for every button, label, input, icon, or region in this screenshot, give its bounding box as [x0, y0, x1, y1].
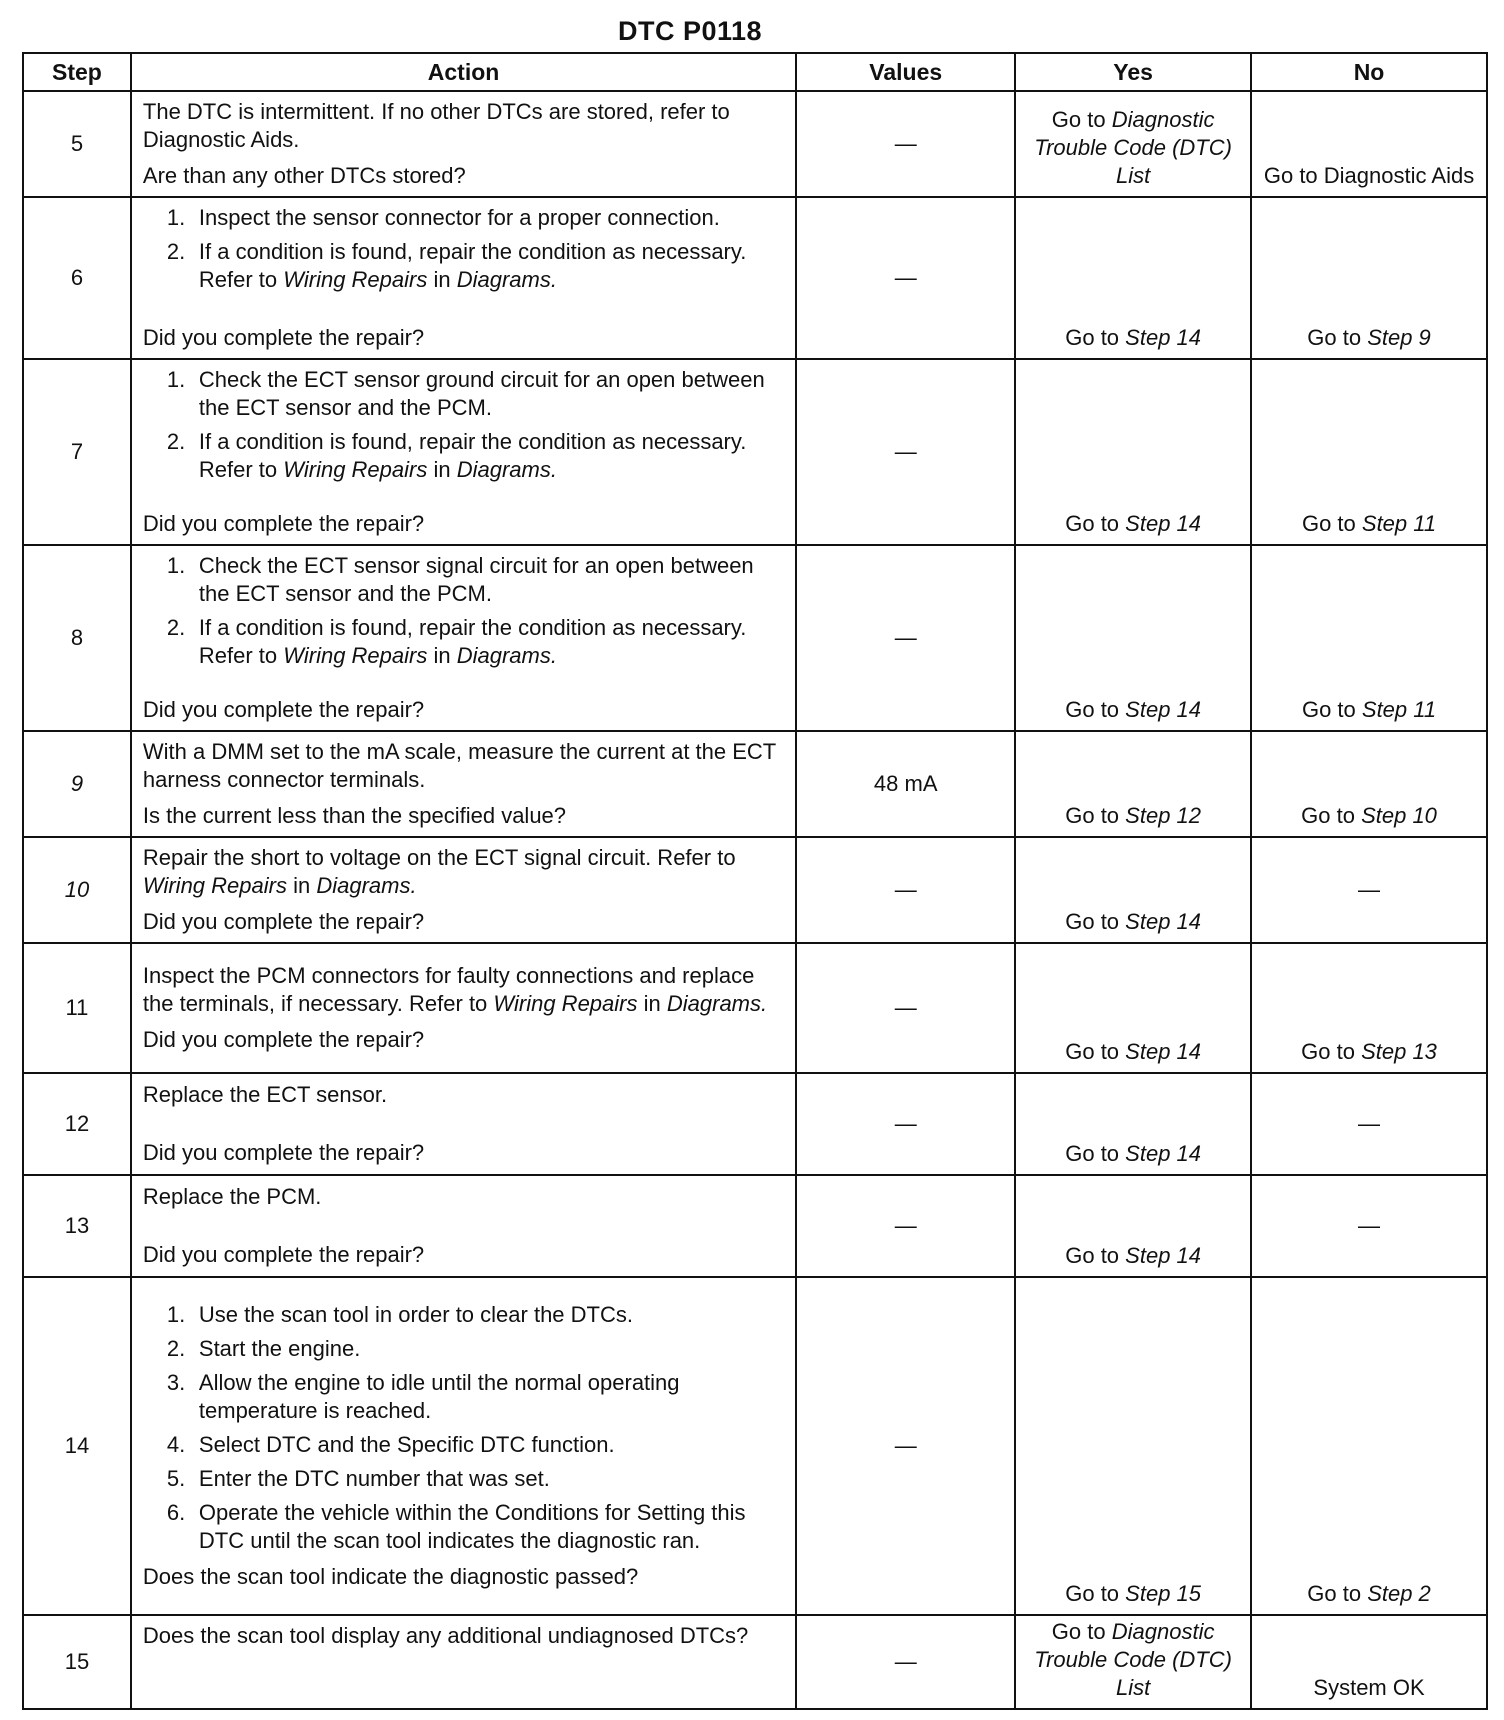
ref-in: in: [433, 457, 451, 482]
item-text: Operate the vehicle within the Conditions for Setting this DTC until the scan tool indicates the diagnostic ran.: [198, 1500, 746, 1553]
no-cell: —: [1251, 837, 1487, 943]
item-number: 2.: [166, 239, 186, 264]
list-item: [143, 1499, 787, 1555]
item-number: 2.: [166, 429, 186, 454]
item-number: 1.: [166, 553, 186, 578]
goto-label: Go to: [1065, 909, 1120, 934]
goto-label: Go to: [1065, 1039, 1120, 1064]
yes-cell[interactable]: [1015, 731, 1251, 837]
table-row-step-6: [23, 197, 1487, 359]
action-cell: [131, 1175, 796, 1277]
action-question: Did you complete the repair?: [142, 511, 425, 536]
wiring-repairs-ref: Wiring Repairs: [493, 991, 638, 1016]
step-number: 9: [23, 731, 131, 837]
table-row-step-11: [23, 943, 1487, 1073]
goto-label: Go to: [1301, 1039, 1355, 1064]
wiring-repairs-ref: Wiring Repairs: [283, 457, 428, 482]
no-target-link[interactable]: Step 9: [1367, 325, 1431, 350]
no-cell[interactable]: Go to Diagnostic Aids: [1251, 91, 1487, 197]
diagrams-ref: Diagrams.: [456, 643, 557, 668]
page-title: DTC P0118: [617, 16, 763, 46]
no-cell: —: [1251, 1175, 1487, 1277]
no-cell[interactable]: [1251, 359, 1487, 545]
item-text: Check the ECT sensor ground circuit for an open between the ECT sensor and the PCM.: [198, 367, 765, 420]
item-text: Use the scan tool in order to clear the DTCs.: [198, 1302, 633, 1327]
values-cell: —: [796, 1073, 1015, 1175]
yes-target-link[interactable]: Diagnostic Trouble Code (DTC) List: [1034, 107, 1232, 188]
yes-target-link[interactable]: Step 14: [1125, 325, 1202, 350]
values-cell: 48 mA: [796, 731, 1015, 837]
list-item: [143, 1369, 787, 1425]
diagnostic-table: [22, 52, 1488, 1710]
action-text: Does the scan tool display any additional undiagnosed DTCs?: [142, 1623, 749, 1648]
header-action: Action: [131, 53, 796, 91]
values-cell: —: [796, 1615, 1015, 1709]
list-item: [143, 238, 787, 294]
action-list: [143, 204, 787, 294]
item-number: 1.: [166, 367, 186, 392]
item-text: If a condition is found, repair the condition as necessary. Refer to: [198, 429, 747, 482]
action-list: [143, 1301, 787, 1555]
table-row-step-8: [23, 545, 1487, 731]
ref-in: in: [433, 643, 451, 668]
goto-label: Go to: [1065, 325, 1120, 350]
diagrams-ref: Diagrams.: [316, 873, 417, 898]
action-text: Replace the PCM.: [142, 1184, 322, 1209]
no-target-link[interactable]: Step 11: [1361, 697, 1437, 722]
action-cell: [131, 1615, 796, 1709]
list-item: [143, 204, 787, 232]
yes-cell[interactable]: [1015, 1615, 1251, 1709]
action-text: [143, 962, 787, 1018]
values-cell: —: [796, 197, 1015, 359]
action-text-main: Inspect the PCM connectors for faulty connections and replace the terminals, if necessary. Refer to: [142, 963, 755, 1016]
action-question: Did you complete the repair?: [142, 325, 425, 350]
yes-target-link[interactable]: Step 14: [1125, 1039, 1202, 1064]
list-item: [143, 1465, 787, 1493]
goto-label: Go to: [1065, 1581, 1120, 1606]
action-text: With a DMM set to the mA scale, measure the current at the ECT harness connector terminals.: [142, 739, 776, 792]
yes-cell[interactable]: [1015, 359, 1251, 545]
action-question: Are than any other DTCs stored?: [142, 163, 466, 188]
action-question: Did you complete the repair?: [142, 1140, 425, 1165]
step-number: 10: [23, 837, 131, 943]
list-item: [143, 428, 787, 484]
no-cell[interactable]: [1251, 1277, 1487, 1615]
list-item: [143, 1335, 787, 1363]
goto-label: Go to: [1065, 1243, 1120, 1268]
header-no: No: [1251, 53, 1487, 91]
action-cell: [131, 1073, 796, 1175]
yes-target-link[interactable]: Step 14: [1125, 697, 1202, 722]
step-number: 14: [23, 1277, 131, 1615]
step-number: 15: [23, 1615, 131, 1709]
action-list: [143, 366, 787, 484]
yes-cell[interactable]: [1015, 943, 1251, 1073]
values-cell: —: [796, 943, 1015, 1073]
step-number: 6: [23, 197, 131, 359]
no-cell[interactable]: [1251, 943, 1487, 1073]
yes-target-link[interactable]: Step 14: [1125, 909, 1202, 934]
action-cell: [131, 731, 796, 837]
item-text: Inspect the sensor connector for a proper connection.: [198, 205, 720, 230]
ref-in: in: [293, 873, 311, 898]
yes-cell[interactable]: [1015, 837, 1251, 943]
yes-target-link[interactable]: Step 14: [1125, 1243, 1202, 1268]
yes-cell[interactable]: [1015, 545, 1251, 731]
wiring-repairs-ref: Wiring Repairs: [283, 267, 428, 292]
header-step: Step: [23, 53, 131, 91]
ref-in: in: [643, 991, 661, 1016]
action-cell: [131, 545, 796, 731]
action-text: The DTC is intermittent. If no other DTCs are stored, refer to Diagnostic Aids.: [142, 99, 730, 152]
action-question: Did you complete the repair?: [142, 1242, 425, 1267]
item-number: 1.: [166, 205, 186, 230]
goto-label: Go to: [1065, 1141, 1120, 1166]
diagrams-ref: Diagrams.: [456, 267, 557, 292]
item-text: Select DTC and the Specific DTC function.: [198, 1432, 615, 1457]
action-cell: [131, 943, 796, 1073]
wiring-repairs-ref: Wiring Repairs: [142, 873, 287, 898]
item-number: 2.: [166, 615, 186, 640]
no-cell[interactable]: [1251, 731, 1487, 837]
step-number: 5: [23, 91, 131, 197]
values-cell: —: [796, 1277, 1015, 1615]
table-row-step-7: [23, 359, 1487, 545]
no-cell[interactable]: [1251, 197, 1487, 359]
list-item: [143, 366, 787, 422]
goto-label: Go to: [1307, 1581, 1362, 1606]
item-number: 3.: [166, 1370, 186, 1395]
list-item: [143, 614, 787, 670]
yes-target-link[interactable]: Step 12: [1125, 803, 1202, 828]
action-text: [143, 844, 787, 900]
table-row-step-10: [23, 837, 1487, 943]
item-number: 5.: [166, 1466, 186, 1491]
values-cell: —: [796, 1175, 1015, 1277]
values-cell: —: [796, 837, 1015, 943]
diagrams-ref: Diagrams.: [456, 457, 557, 482]
yes-target-link[interactable]: Step 14: [1125, 511, 1202, 536]
list-item: [143, 1431, 787, 1459]
item-text: If a condition is found, repair the condition as necessary. Refer to: [198, 239, 747, 292]
step-number: 7: [23, 359, 131, 545]
item-number: 4.: [166, 1432, 186, 1457]
goto-label: Go to: [1065, 697, 1120, 722]
yes-target-link[interactable]: Diagnostic Trouble Code (DTC) List: [1034, 1619, 1232, 1700]
no-cell[interactable]: [1251, 545, 1487, 731]
step-number: 11: [23, 943, 131, 1073]
table-row-step-14: [23, 1277, 1487, 1615]
table-row-step-5: [23, 91, 1487, 197]
no-target-link[interactable]: Step 11: [1361, 511, 1437, 536]
table-row-step-9: [23, 731, 1487, 837]
goto-label: Go to: [1301, 697, 1356, 722]
yes-cell[interactable]: [1015, 91, 1251, 197]
diagrams-ref: Diagrams.: [666, 991, 768, 1016]
goto-label: Go to: [1301, 803, 1355, 828]
yes-cell[interactable]: [1015, 1277, 1251, 1615]
action-question: Is the current less than the specified value?: [142, 803, 567, 828]
header-values: Values: [796, 53, 1015, 91]
item-text: Start the engine.: [198, 1336, 361, 1361]
goto-label: Go to: [1065, 511, 1120, 536]
item-text: Allow the engine to idle until the normal operating temperature is reached.: [198, 1370, 680, 1423]
action-list: [143, 552, 787, 670]
action-text-main: Repair the short to voltage on the ECT signal circuit. Refer to: [142, 845, 736, 870]
values-cell: —: [796, 359, 1015, 545]
values-cell: —: [796, 545, 1015, 731]
step-number: 13: [23, 1175, 131, 1277]
action-question: Did you complete the repair?: [142, 909, 425, 934]
item-number: 1.: [166, 1302, 186, 1327]
item-number: 2.: [166, 1336, 186, 1361]
no-cell: System OK: [1251, 1615, 1487, 1709]
ref-in: in: [433, 267, 451, 292]
item-text: Check the ECT sensor signal circuit for an open between the ECT sensor and the PCM.: [198, 553, 754, 606]
wiring-repairs-ref: Wiring Repairs: [283, 643, 428, 668]
action-text: Replace the ECT sensor.: [142, 1082, 388, 1107]
goto-label: Go to: [1307, 325, 1362, 350]
yes-target-link[interactable]: Step 14: [1125, 1141, 1202, 1166]
table-row-step-13: [23, 1175, 1487, 1277]
values-cell: —: [796, 91, 1015, 197]
yes-cell[interactable]: [1015, 1175, 1251, 1277]
action-cell: [131, 1277, 796, 1615]
table-row-step-12: [23, 1073, 1487, 1175]
goto-label: Go to: [1051, 1619, 1106, 1644]
action-cell: [131, 197, 796, 359]
no-target-link[interactable]: Step 13: [1361, 1039, 1437, 1064]
action-cell: [131, 91, 796, 197]
no-target-link[interactable]: Step 2: [1367, 1581, 1431, 1606]
yes-target-link[interactable]: Step 15: [1125, 1581, 1202, 1606]
item-number: 6.: [166, 1500, 186, 1525]
table-row-step-15: [23, 1615, 1487, 1709]
yes-cell[interactable]: [1015, 1073, 1251, 1175]
list-item: [143, 1301, 787, 1329]
action-cell: [131, 359, 796, 545]
action-question: Does the scan tool indicate the diagnostic passed?: [142, 1564, 639, 1589]
item-text: Enter the DTC number that was set.: [198, 1466, 550, 1491]
step-number: 8: [23, 545, 131, 731]
item-text: If a condition is found, repair the condition as necessary. Refer to: [198, 615, 747, 668]
action-question: Did you complete the repair?: [142, 1027, 425, 1052]
list-item: [143, 552, 787, 608]
step-number: 12: [23, 1073, 131, 1175]
action-question: Did you complete the repair?: [142, 697, 425, 722]
action-cell: [131, 837, 796, 943]
no-target-link[interactable]: Step 10: [1361, 803, 1437, 828]
no-cell: —: [1251, 1073, 1487, 1175]
goto-label: Go to: [1301, 511, 1356, 536]
header-yes: Yes: [1015, 53, 1251, 91]
goto-label: Go to: [1051, 107, 1106, 132]
goto-label: Go to: [1065, 803, 1120, 828]
yes-cell[interactable]: [1015, 197, 1251, 359]
header-row: [23, 53, 1487, 91]
